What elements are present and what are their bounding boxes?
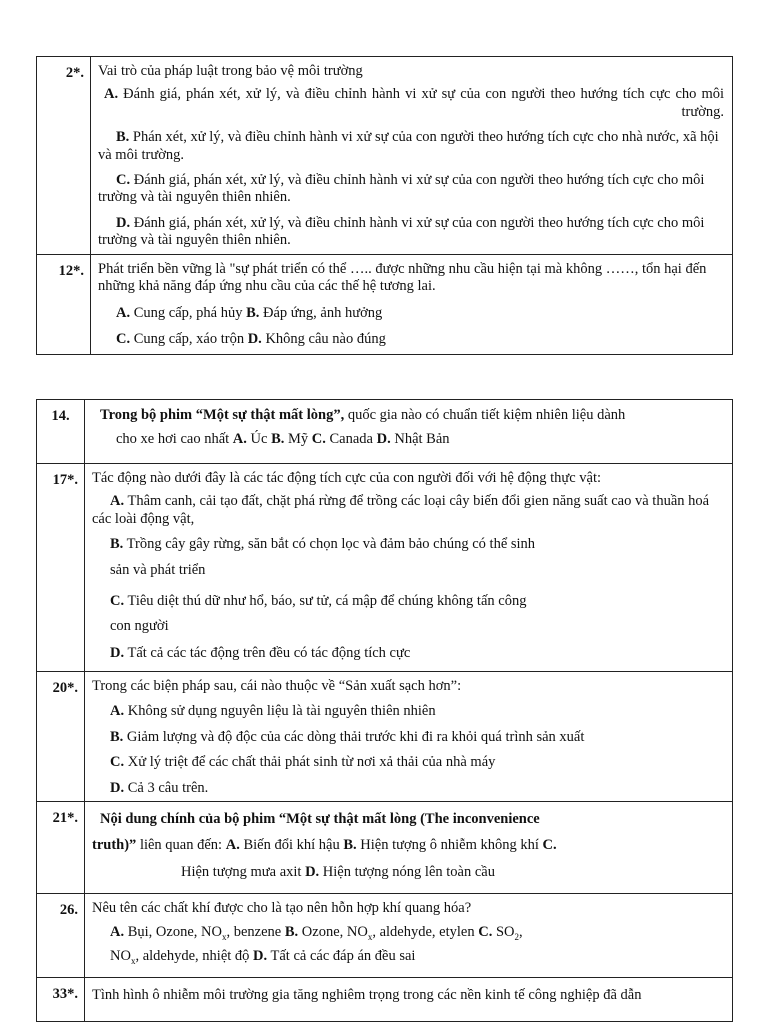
option-b: B. Trồng cây gây rừng, săn bắt có chọn lọc và đảm bảo chúng có thể sinh [110, 536, 536, 553]
question-number: 14. [37, 400, 85, 464]
option-c: C. Tiêu diệt thú dữ như hổ, báo, sư tử, cá mập để chúng không tấn công [110, 592, 527, 609]
option-b: B. Giảm lượng và độ độc của các dòng thải trước khi đi ra khỏi quá trình sản xuất [110, 728, 585, 745]
question-body [85, 672, 733, 802]
question-text: Tác động nào dưới đây là các tác động tích cực của con người đối với hệ động thực vật: [92, 470, 602, 486]
question-table-2 [36, 399, 733, 1022]
question-row-33 [37, 978, 733, 1022]
question-row-2 [37, 57, 733, 255]
question-row-20 [37, 672, 733, 802]
option-c: C. Xử lý triệt để các chất thải phát sinh từ nơi xả thải của nhà máy [110, 754, 496, 771]
question-number: 20*. [37, 672, 85, 802]
question-number: 12*. [37, 255, 91, 355]
question-text-line2: truth)” liên quan đến: A. Biến đổi khí hậu B. Hiện tượng ô nhiễm không khí C. [92, 837, 557, 854]
question-text: Nêu tên các chất khí được cho là tạo nên hỗn hợp khí quang hóa? [92, 900, 472, 916]
option-cd: C. Cung cấp, xáo trộn D. Không câu nào đúng [116, 331, 386, 348]
options-line1: A. Bụi, Ozone, $NO_x$, benzene B. Ozone, $NO_x$, aldehyde, etylen C. $SO_2$, [110, 924, 523, 943]
option-a: A. Không sử dụng nguyên liệu là tài nguyên thiên nhiên [110, 703, 436, 720]
option-c-cont: con người [110, 618, 169, 635]
question-number: 2*. [37, 57, 91, 255]
question-table-1 [36, 56, 733, 355]
question-text: Trong các biện pháp sau, cái nào thuộc về “Sản xuất sạch hơn”: [92, 678, 462, 694]
question-body [85, 464, 733, 672]
question-body [85, 400, 733, 464]
question-number: 26. [37, 894, 85, 978]
question-text: Phát triển bền vững là "sự phát triển có thể ….. được những nhu cầu hiện tại mà không ……, tổn hại đến những khả năng đáp ứng nhu cầu của các thế hệ tương lai. [98, 261, 707, 295]
question-text: Vai trò của pháp luật trong bảo vệ môi trường [98, 63, 363, 79]
option-d: D. Cả 3 câu trên. [110, 779, 209, 796]
question-row-26 [37, 894, 733, 978]
question-text: Tình hình ô nhiễm môi trường gia tăng nghiêm trọng trong các nền kinh tế công nghiệp đã dẫn [92, 987, 642, 1003]
option-d: D. Tất cả các tác động trên đều có tác động tích cực [110, 644, 411, 661]
option-c: C. Đánh giá, phán xét, xử lý, và điều chỉnh hành vi xử sự của con người theo hướng tích cực cho môi trường và tài nguyên thiên nhiên. [98, 171, 705, 206]
question-text-line3: Hiện tượng mưa axit D. Hiện tượng nóng lên toàn cầu [181, 863, 495, 880]
question-body [91, 255, 733, 355]
question-row-21 [37, 802, 733, 894]
question-row-12 [37, 255, 733, 355]
question-body [91, 57, 733, 255]
question-text-line2: cho xe hơi cao nhất A. Úc B. Mỹ C. Canada D. Nhật Bản [116, 431, 450, 448]
question-body [85, 894, 733, 978]
question-body [85, 978, 733, 1022]
question-row-17 [37, 464, 733, 672]
question-number: 21*. [37, 802, 85, 894]
option-b-cont: sản và phát triển [110, 561, 206, 578]
option-ab: A. Cung cấp, phá hủy B. Đáp ứng, ảnh hưởng [116, 304, 383, 321]
question-number: 33*. [37, 978, 85, 1022]
option-b: B. Phán xét, xử lý, và điều chỉnh hành vi xử sự của con người theo hướng tích cực cho nhà nước, xã hội và môi trường. [98, 129, 719, 163]
question-row-14 [37, 400, 733, 464]
option-a: A. Thâm canh, cải tạo đất, chặt phá rừng để trồng các loại cây biến đổi gien năng suất cao và thuần hoá các loài động vật, [92, 493, 710, 527]
options-line2: $NO_x$, aldehyde, nhiệt độ D. Tất cả các đáp án đều sai [110, 948, 416, 966]
option-a: A. Đánh giá, phán xét, xử lý, và điều chỉnh hành vi xử sự của con người theo hướng tích cực cho môi trường. [104, 86, 724, 120]
option-d: D. Đánh giá, phán xét, xử lý, và điều chỉnh hành vi xử sự của con người theo hướng tích cực cho môi trường và tài nguyên thiên nhiên. [98, 214, 705, 249]
question-body [85, 802, 733, 894]
question-number: 17*. [37, 464, 85, 672]
question-text-line1: Trong bộ phim “Một sự thật mất lòng”, quốc gia nào có chuẩn tiết kiệm nhiên liệu dành [100, 407, 626, 423]
question-text-line1: Nội dung chính của bộ phim “Một sự thật mất lòng (The inconvenience [100, 811, 540, 827]
